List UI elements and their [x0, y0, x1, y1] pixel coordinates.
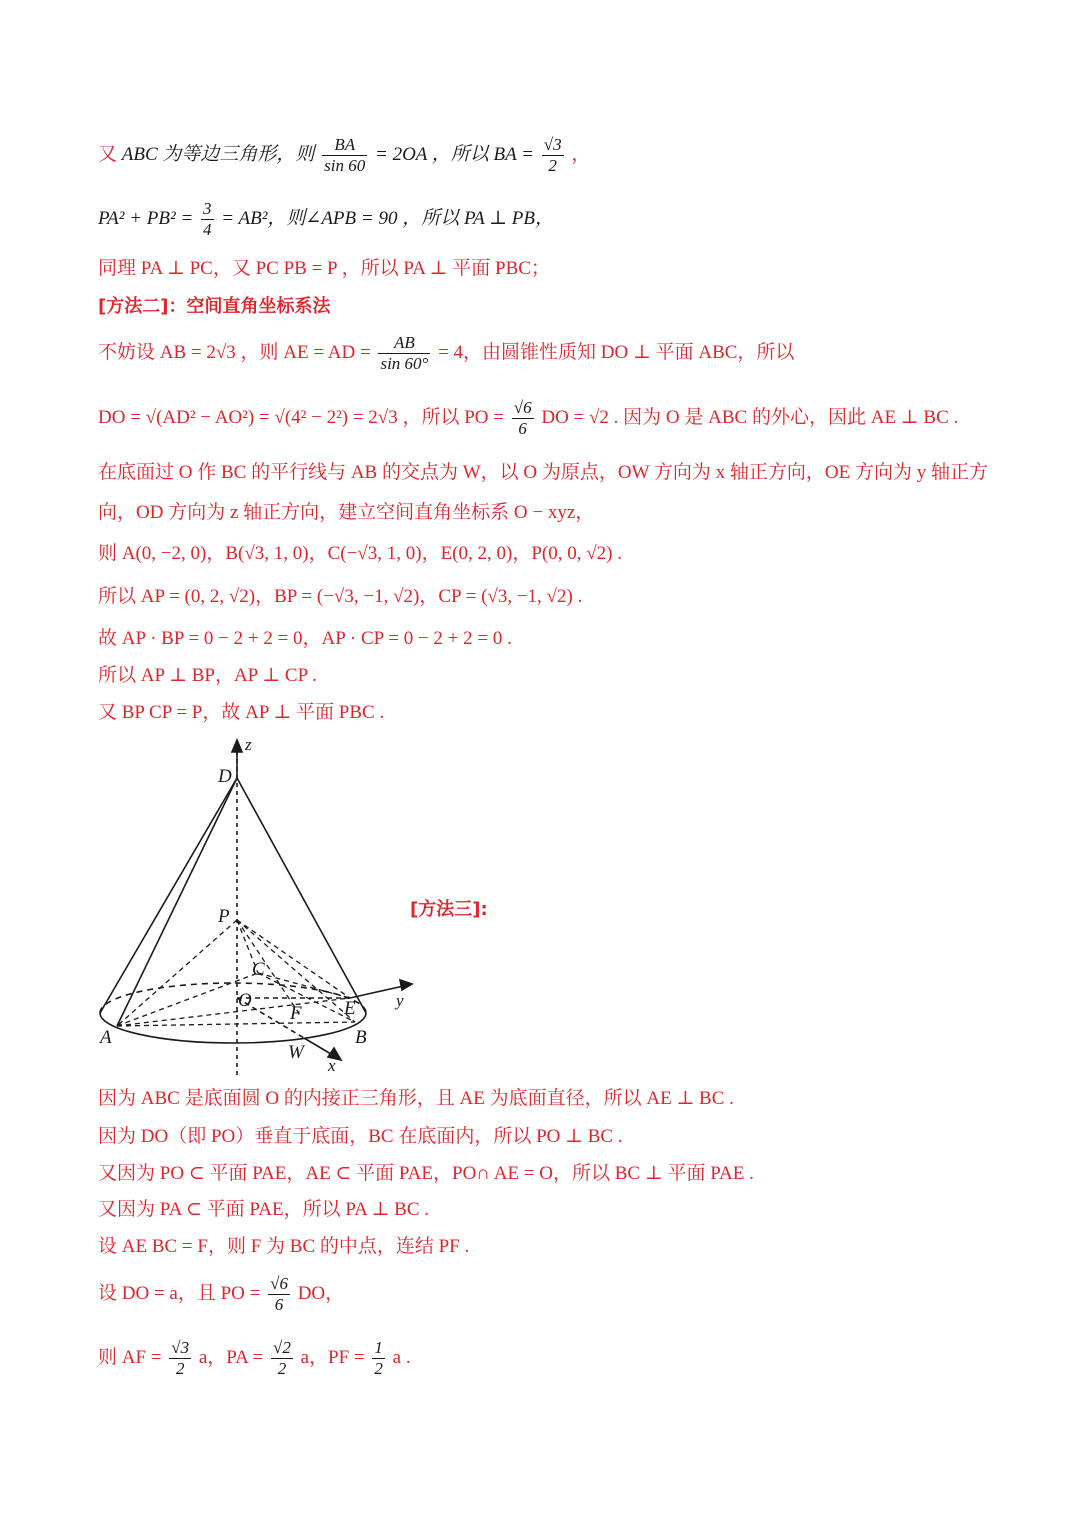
- text: a，PF =: [300, 1346, 365, 1368]
- line-18: 设 AE BC = F，则 F 为 BC 的中点，连结 PF .: [98, 1236, 470, 1257]
- text: 设 DO = a，且 PO =: [98, 1282, 261, 1304]
- text: ，: [571, 143, 591, 165]
- line-2: [98, 199, 554, 240]
- cone-diagram: [90, 730, 420, 1075]
- label-f: F: [290, 1003, 302, 1024]
- text: = 2OA ，所以 BA =: [375, 143, 534, 165]
- cone-edge-da: [117, 778, 237, 1026]
- line-7: 在底面过 O 作 BC 的平行线与 AB 的交点为 W，以 O 为原点，OW 方向为 x 轴正方向，OE 方向为 y 轴正方: [98, 462, 989, 483]
- label-b: B: [355, 1027, 367, 1048]
- fraction-3-4: $\frac{3}{4}$: [203, 199, 212, 239]
- base-front: [100, 1013, 366, 1043]
- label-c: C: [252, 959, 265, 980]
- line-15: 因为 DO（即 PO）垂直于底面，BC 在底面内，所以 PO ⊥ BC .: [98, 1126, 623, 1147]
- text: 不妨设 AB = 2√3 ，则 AE = AD =: [98, 341, 371, 363]
- z-arrow: [232, 740, 242, 752]
- label-z: z: [245, 735, 252, 754]
- fraction-sqrt3-2: $\frac{√3}{2}$: [543, 135, 562, 175]
- line-12: 所以 AP ⊥ BP，AP ⊥ CP .: [98, 665, 317, 686]
- label-p: P: [218, 906, 230, 927]
- text: a，PA =: [198, 1346, 264, 1368]
- line-11: 故 AP · BP = 0 − 2 + 2 = 0，AP · CP = 0 − 2 + 2 = 0 .: [98, 628, 512, 649]
- line-19: [98, 1274, 344, 1315]
- line-3: 同理 PA ⊥ PC，又 PC PB = P ，所以 PA ⊥ 平面 PBC；: [98, 258, 550, 279]
- line-10: 所以 AP = (0, 2, √2)，BP = (−√3, −1, √2)，CP = (√3, −1, √2) .: [98, 586, 583, 607]
- label-e: E: [344, 998, 356, 1019]
- line-14: 因为 ABC 是底面圆 O 的内接正三角形，且 AE 为底面直径，所以 AE ⊥ BC .: [98, 1088, 734, 1109]
- label-o: O: [238, 990, 252, 1011]
- text: PA² + PB² =: [98, 207, 194, 229]
- line-6: [98, 398, 958, 439]
- text: DO，: [297, 1282, 345, 1304]
- fraction-ba-sin60: $\frac{BA}{\sin 60}$: [324, 135, 366, 175]
- text: DO = √(AD² − AO²) = √(4² − 2²) = 2√3 ，所以 PO =: [98, 406, 504, 428]
- line-13: 又 BP CP = P，故 AP ⊥ 平面 PBC .: [98, 702, 385, 723]
- text: = 4，由圆锥性质知 DO ⊥ 平面 ABC，所以: [438, 341, 795, 363]
- line-16: 又因为 PO ⊂ 平面 PAE，AE ⊂ 平面 PAE，PO∩ AE = O，所以 BC ⊥ 平面 PAE .: [98, 1163, 754, 1184]
- label-a: A: [100, 1027, 112, 1048]
- text: 则 AF =: [98, 1346, 162, 1368]
- fraction-sqrt2-2: $\frac{√2}{2}$: [273, 1338, 291, 1378]
- fraction-sqrt6-6: $\frac{√6}{6}$: [513, 398, 532, 438]
- base-back: [100, 983, 366, 1013]
- text: a .: [392, 1346, 411, 1368]
- fraction-sqrt6-6: $\frac{√6}{6}$: [270, 1274, 288, 1314]
- method-3-heading: [方法三]:: [410, 899, 488, 920]
- line-8: 向，OD 方向为 z 轴正方向，建立空间直角坐标系 O − xyz，: [98, 502, 595, 523]
- label-y: y: [396, 991, 404, 1010]
- line-20: [98, 1338, 411, 1379]
- text: 又: [98, 143, 118, 165]
- fraction-1-2: $\frac{1}{2}$: [374, 1338, 383, 1378]
- line-1: [98, 135, 590, 176]
- fraction-sqrt3-2: $\frac{√3}{2}$: [171, 1338, 190, 1378]
- method-2-heading: [方法二]：空间直角坐标系法: [98, 296, 331, 317]
- cone-left-edge: [100, 778, 237, 1013]
- y-arrow: [400, 980, 412, 990]
- line-5: [98, 333, 794, 374]
- text: ABC 为等边三角形，则: [121, 143, 315, 165]
- label-d: D: [218, 766, 232, 787]
- label-w: W: [288, 1042, 304, 1063]
- line-17: 又因为 PA ⊂ 平面 PAE，所以 PA ⊥ BC .: [98, 1199, 430, 1220]
- line-9: 则 A(0, −2, 0)，B(√3, 1, 0)，C(−√3, 1, 0)，E(0, 2, 0)，P(0, 0, √2) .: [98, 543, 622, 564]
- fraction-ab-sin60: $\frac{AB}{\sin 60^\circ}$: [380, 333, 429, 373]
- text: = AB²，则∠APB = 90 ，所以 PA ⊥ PB，: [221, 207, 554, 229]
- text: DO = √2 . 因为 O 是 ABC 的外心，因此 AE ⊥ BC .: [541, 406, 959, 428]
- label-x: x: [328, 1056, 336, 1075]
